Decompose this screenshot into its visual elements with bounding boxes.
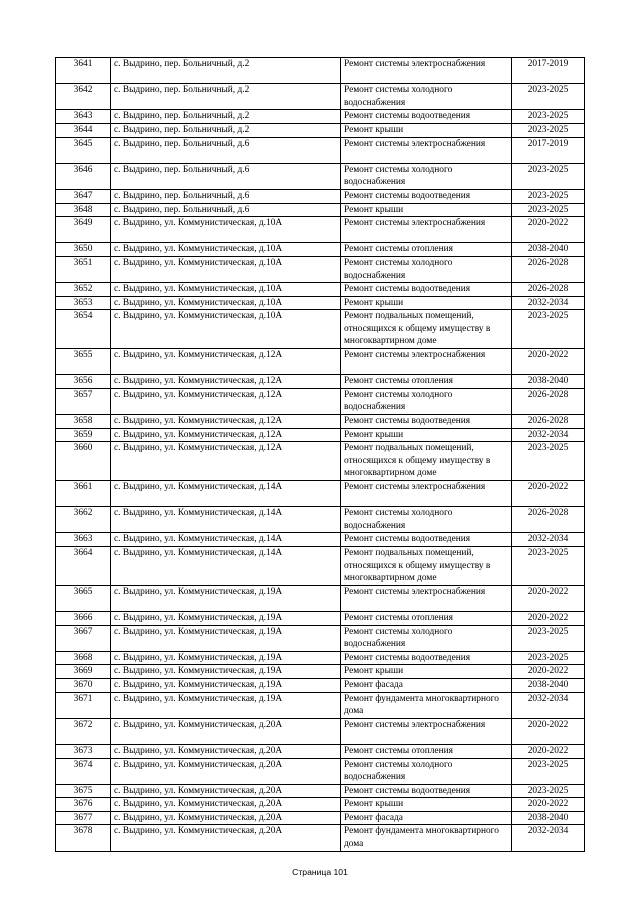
row-period: 2026-2028 bbox=[512, 507, 585, 533]
row-period: 2032-2034 bbox=[512, 428, 585, 442]
row-period: 2020-2022 bbox=[512, 585, 585, 611]
row-work-type: Ремонт системы холодного водоснабжения bbox=[341, 256, 512, 282]
table-row bbox=[56, 123, 585, 137]
table-row bbox=[56, 585, 585, 611]
row-work-type: Ремонт системы электроснабжения bbox=[341, 217, 512, 243]
table-row bbox=[56, 296, 585, 310]
table-row bbox=[56, 84, 585, 110]
row-work-type: Ремонт системы электроснабжения bbox=[341, 585, 512, 611]
row-address: с. Выдрино, пер. Больничный, д.2 bbox=[111, 58, 341, 84]
row-address: с. Выдрино, ул. Коммунистическая, д.14А bbox=[111, 481, 341, 507]
table-row bbox=[56, 163, 585, 189]
row-number: 3657 bbox=[56, 388, 111, 414]
row-address: с. Выдрино, ул. Коммунистическая, д.19А bbox=[111, 625, 341, 651]
table-row bbox=[56, 811, 585, 825]
row-period: 2038-2040 bbox=[512, 375, 585, 389]
row-number: 3655 bbox=[56, 349, 111, 375]
row-work-type: Ремонт крыши bbox=[341, 123, 512, 137]
row-period: 2032-2034 bbox=[512, 692, 585, 718]
row-work-type: Ремонт крыши bbox=[341, 203, 512, 217]
row-address: с. Выдрино, ул. Коммунистическая, д.10А bbox=[111, 256, 341, 282]
row-number: 3652 bbox=[56, 283, 111, 297]
row-period: 2023-2025 bbox=[512, 310, 585, 349]
row-address: с. Выдрино, ул. Коммунистическая, д.12А bbox=[111, 442, 341, 481]
row-address: с. Выдрино, ул. Коммунистическая, д.12А bbox=[111, 349, 341, 375]
row-period: 2023-2025 bbox=[512, 110, 585, 124]
row-period: 2023-2025 bbox=[512, 203, 585, 217]
row-period: 2017-2019 bbox=[512, 58, 585, 84]
table-row bbox=[56, 217, 585, 243]
row-number: 3669 bbox=[56, 665, 111, 679]
row-period: 2026-2028 bbox=[512, 388, 585, 414]
row-address: с. Выдрино, ул. Коммунистическая, д.20А bbox=[111, 744, 341, 758]
row-number: 3642 bbox=[56, 84, 111, 110]
table-row bbox=[56, 349, 585, 375]
row-number: 3678 bbox=[56, 825, 111, 851]
row-work-type: Ремонт подвальных помещений, относящихся к общему имуществу в многоквартирном доме bbox=[341, 310, 512, 349]
row-work-type: Ремонт фасада bbox=[341, 678, 512, 692]
table-row bbox=[56, 758, 585, 784]
row-period: 2020-2022 bbox=[512, 611, 585, 625]
row-address: с. Выдрино, ул. Коммунистическая, д.10А bbox=[111, 243, 341, 257]
row-number: 3662 bbox=[56, 507, 111, 533]
row-number: 3660 bbox=[56, 442, 111, 481]
row-work-type: Ремонт системы водоотведения bbox=[341, 283, 512, 297]
row-period: 2038-2040 bbox=[512, 243, 585, 257]
row-address: с. Выдрино, ул. Коммунистическая, д.10А bbox=[111, 296, 341, 310]
row-number: 3654 bbox=[56, 310, 111, 349]
row-work-type: Ремонт системы холодного водоснабжения bbox=[341, 163, 512, 189]
row-period: 2032-2034 bbox=[512, 296, 585, 310]
row-address: с. Выдрино, ул. Коммунистическая, д.14А bbox=[111, 533, 341, 547]
row-number: 3653 bbox=[56, 296, 111, 310]
row-address: с. Выдрино, пер. Больничный, д.2 bbox=[111, 84, 341, 110]
row-work-type: Ремонт подвальных помещений, относящихся к общему имуществу в многоквартирном доме bbox=[341, 442, 512, 481]
row-period: 2023-2025 bbox=[512, 651, 585, 665]
row-period: 2026-2028 bbox=[512, 283, 585, 297]
row-work-type: Ремонт подвальных помещений, относящихся к общему имуществу в многоквартирном доме bbox=[341, 547, 512, 586]
table-row bbox=[56, 415, 585, 429]
row-period: 2023-2025 bbox=[512, 547, 585, 586]
row-work-type: Ремонт крыши bbox=[341, 428, 512, 442]
row-work-type: Ремонт системы электроснабжения bbox=[341, 718, 512, 744]
row-work-type: Ремонт системы отопления bbox=[341, 375, 512, 389]
row-period: 2026-2028 bbox=[512, 415, 585, 429]
row-period: 2020-2022 bbox=[512, 349, 585, 375]
table-row bbox=[56, 798, 585, 812]
row-number: 3645 bbox=[56, 137, 111, 163]
row-work-type: Ремонт фасада bbox=[341, 811, 512, 825]
table-row bbox=[56, 58, 585, 84]
table-row bbox=[56, 665, 585, 679]
row-number: 3648 bbox=[56, 203, 111, 217]
row-number: 3665 bbox=[56, 585, 111, 611]
row-number: 3649 bbox=[56, 217, 111, 243]
works-table bbox=[55, 57, 585, 852]
row-address: с. Выдрино, ул. Коммунистическая, д.19А bbox=[111, 678, 341, 692]
row-work-type: Ремонт фундамента многоквартирного дома bbox=[341, 825, 512, 851]
table-row bbox=[56, 678, 585, 692]
row-address: с. Выдрино, ул. Коммунистическая, д.20А bbox=[111, 718, 341, 744]
row-period: 2020-2022 bbox=[512, 744, 585, 758]
row-number: 3659 bbox=[56, 428, 111, 442]
table-row bbox=[56, 625, 585, 651]
table-row bbox=[56, 310, 585, 349]
row-number: 3651 bbox=[56, 256, 111, 282]
row-number: 3677 bbox=[56, 811, 111, 825]
row-address: с. Выдрино, ул. Коммунистическая, д.19А bbox=[111, 585, 341, 611]
row-address: с. Выдрино, ул. Коммунистическая, д.12А bbox=[111, 388, 341, 414]
row-period: 2020-2022 bbox=[512, 217, 585, 243]
row-work-type: Ремонт системы водоотведения bbox=[341, 533, 512, 547]
table-row bbox=[56, 189, 585, 203]
row-number: 3646 bbox=[56, 163, 111, 189]
row-number: 3667 bbox=[56, 625, 111, 651]
row-period: 2020-2022 bbox=[512, 665, 585, 679]
row-number: 3643 bbox=[56, 110, 111, 124]
row-address: с. Выдрино, ул. Коммунистическая, д.19А bbox=[111, 692, 341, 718]
row-work-type: Ремонт системы электроснабжения bbox=[341, 137, 512, 163]
row-address: с. Выдрино, ул. Коммунистическая, д.12А bbox=[111, 415, 341, 429]
table-row bbox=[56, 547, 585, 586]
row-work-type: Ремонт системы холодного водоснабжения bbox=[341, 507, 512, 533]
row-number: 3670 bbox=[56, 678, 111, 692]
row-work-type: Ремонт системы холодного водоснабжения bbox=[341, 625, 512, 651]
row-work-type: Ремонт фундамента многоквартирного дома bbox=[341, 692, 512, 718]
row-address: с. Выдрино, пер. Больничный, д.6 bbox=[111, 189, 341, 203]
page-number: Страница 101 bbox=[292, 867, 348, 877]
row-address: с. Выдрино, пер. Больничный, д.6 bbox=[111, 137, 341, 163]
row-number: 3661 bbox=[56, 481, 111, 507]
table-row bbox=[56, 388, 585, 414]
row-work-type: Ремонт системы электроснабжения bbox=[341, 481, 512, 507]
row-number: 3641 bbox=[56, 58, 111, 84]
row-number: 3656 bbox=[56, 375, 111, 389]
row-period: 2032-2034 bbox=[512, 825, 585, 851]
table-row bbox=[56, 784, 585, 798]
row-period: 2032-2034 bbox=[512, 533, 585, 547]
row-address: с. Выдрино, ул. Коммунистическая, д.10А bbox=[111, 217, 341, 243]
row-number: 3671 bbox=[56, 692, 111, 718]
row-work-type: Ремонт системы электроснабжения bbox=[341, 58, 512, 84]
row-address: с. Выдрино, ул. Коммунистическая, д.14А bbox=[111, 507, 341, 533]
table-row bbox=[56, 651, 585, 665]
row-period: 2023-2025 bbox=[512, 442, 585, 481]
row-work-type: Ремонт крыши bbox=[341, 665, 512, 679]
row-period: 2023-2025 bbox=[512, 84, 585, 110]
table-row bbox=[56, 428, 585, 442]
table-row bbox=[56, 744, 585, 758]
row-address: с. Выдрино, ул. Коммунистическая, д.20А bbox=[111, 758, 341, 784]
row-number: 3650 bbox=[56, 243, 111, 257]
row-period: 2023-2025 bbox=[512, 189, 585, 203]
row-period: 2026-2028 bbox=[512, 256, 585, 282]
row-number: 3668 bbox=[56, 651, 111, 665]
table-row bbox=[56, 137, 585, 163]
row-number: 3673 bbox=[56, 744, 111, 758]
table-row bbox=[56, 718, 585, 744]
row-work-type: Ремонт системы водоотведения bbox=[341, 415, 512, 429]
row-work-type: Ремонт системы водоотведения bbox=[341, 651, 512, 665]
table-row bbox=[56, 110, 585, 124]
table-row bbox=[56, 203, 585, 217]
row-address: с. Выдрино, пер. Больничный, д.2 bbox=[111, 110, 341, 124]
row-address: с. Выдрино, ул. Коммунистическая, д.20А bbox=[111, 811, 341, 825]
table-row bbox=[56, 611, 585, 625]
row-work-type: Ремонт системы отопления bbox=[341, 744, 512, 758]
row-period: 2020-2022 bbox=[512, 798, 585, 812]
row-address: с. Выдрино, ул. Коммунистическая, д.20А bbox=[111, 784, 341, 798]
row-period: 2023-2025 bbox=[512, 758, 585, 784]
table-row bbox=[56, 481, 585, 507]
table-row bbox=[56, 533, 585, 547]
row-period: 2023-2025 bbox=[512, 163, 585, 189]
row-work-type: Ремонт системы отопления bbox=[341, 611, 512, 625]
table-row bbox=[56, 692, 585, 718]
row-address: с. Выдрино, ул. Коммунистическая, д.14А bbox=[111, 547, 341, 586]
row-number: 3658 bbox=[56, 415, 111, 429]
row-number: 3674 bbox=[56, 758, 111, 784]
row-work-type: Ремонт системы электроснабжения bbox=[341, 349, 512, 375]
row-period: 2020-2022 bbox=[512, 481, 585, 507]
row-period: 2038-2040 bbox=[512, 678, 585, 692]
row-work-type: Ремонт крыши bbox=[341, 798, 512, 812]
row-number: 3664 bbox=[56, 547, 111, 586]
row-number: 3666 bbox=[56, 611, 111, 625]
row-work-type: Ремонт системы водоотведения bbox=[341, 110, 512, 124]
row-number: 3676 bbox=[56, 798, 111, 812]
row-address: с. Выдрино, ул. Коммунистическая, д.12А bbox=[111, 428, 341, 442]
row-work-type: Ремонт крыши bbox=[341, 296, 512, 310]
row-address: с. Выдрино, ул. Коммунистическая, д.20А bbox=[111, 825, 341, 851]
table-row bbox=[56, 256, 585, 282]
row-period: 2023-2025 bbox=[512, 784, 585, 798]
row-number: 3672 bbox=[56, 718, 111, 744]
table-row bbox=[56, 507, 585, 533]
row-number: 3675 bbox=[56, 784, 111, 798]
works-table-body bbox=[56, 58, 585, 852]
row-work-type: Ремонт системы холодного водоснабжения bbox=[341, 388, 512, 414]
row-period: 2023-2025 bbox=[512, 625, 585, 651]
table-row bbox=[56, 243, 585, 257]
table-row bbox=[56, 825, 585, 851]
row-work-type: Ремонт системы водоотведения bbox=[341, 784, 512, 798]
row-address: с. Выдрино, ул. Коммунистическая, д.19А bbox=[111, 611, 341, 625]
row-address: с. Выдрино, ул. Коммунистическая, д.10А bbox=[111, 283, 341, 297]
row-number: 3644 bbox=[56, 123, 111, 137]
row-address: с. Выдрино, ул. Коммунистическая, д.10А bbox=[111, 310, 341, 349]
table-row bbox=[56, 375, 585, 389]
row-period: 2023-2025 bbox=[512, 123, 585, 137]
row-address: с. Выдрино, пер. Больничный, д.2 bbox=[111, 123, 341, 137]
row-address: с. Выдрино, пер. Больничный, д.6 bbox=[111, 203, 341, 217]
row-period: 2017-2019 bbox=[512, 137, 585, 163]
row-number: 3663 bbox=[56, 533, 111, 547]
row-address: с. Выдрино, ул. Коммунистическая, д.12А bbox=[111, 375, 341, 389]
row-address: с. Выдрино, ул. Коммунистическая, д.19А bbox=[111, 651, 341, 665]
row-address: с. Выдрино, ул. Коммунистическая, д.20А bbox=[111, 798, 341, 812]
row-work-type: Ремонт системы водоотведения bbox=[341, 189, 512, 203]
row-work-type: Ремонт системы отопления bbox=[341, 243, 512, 257]
row-period: 2038-2040 bbox=[512, 811, 585, 825]
table-row bbox=[56, 283, 585, 297]
row-address: с. Выдрино, пер. Больничный, д.6 bbox=[111, 163, 341, 189]
row-work-type: Ремонт системы холодного водоснабжения bbox=[341, 84, 512, 110]
row-number: 3647 bbox=[56, 189, 111, 203]
row-address: с. Выдрино, ул. Коммунистическая, д.19А bbox=[111, 665, 341, 679]
table-row bbox=[56, 442, 585, 481]
row-period: 2020-2022 bbox=[512, 718, 585, 744]
row-work-type: Ремонт системы холодного водоснабжения bbox=[341, 758, 512, 784]
